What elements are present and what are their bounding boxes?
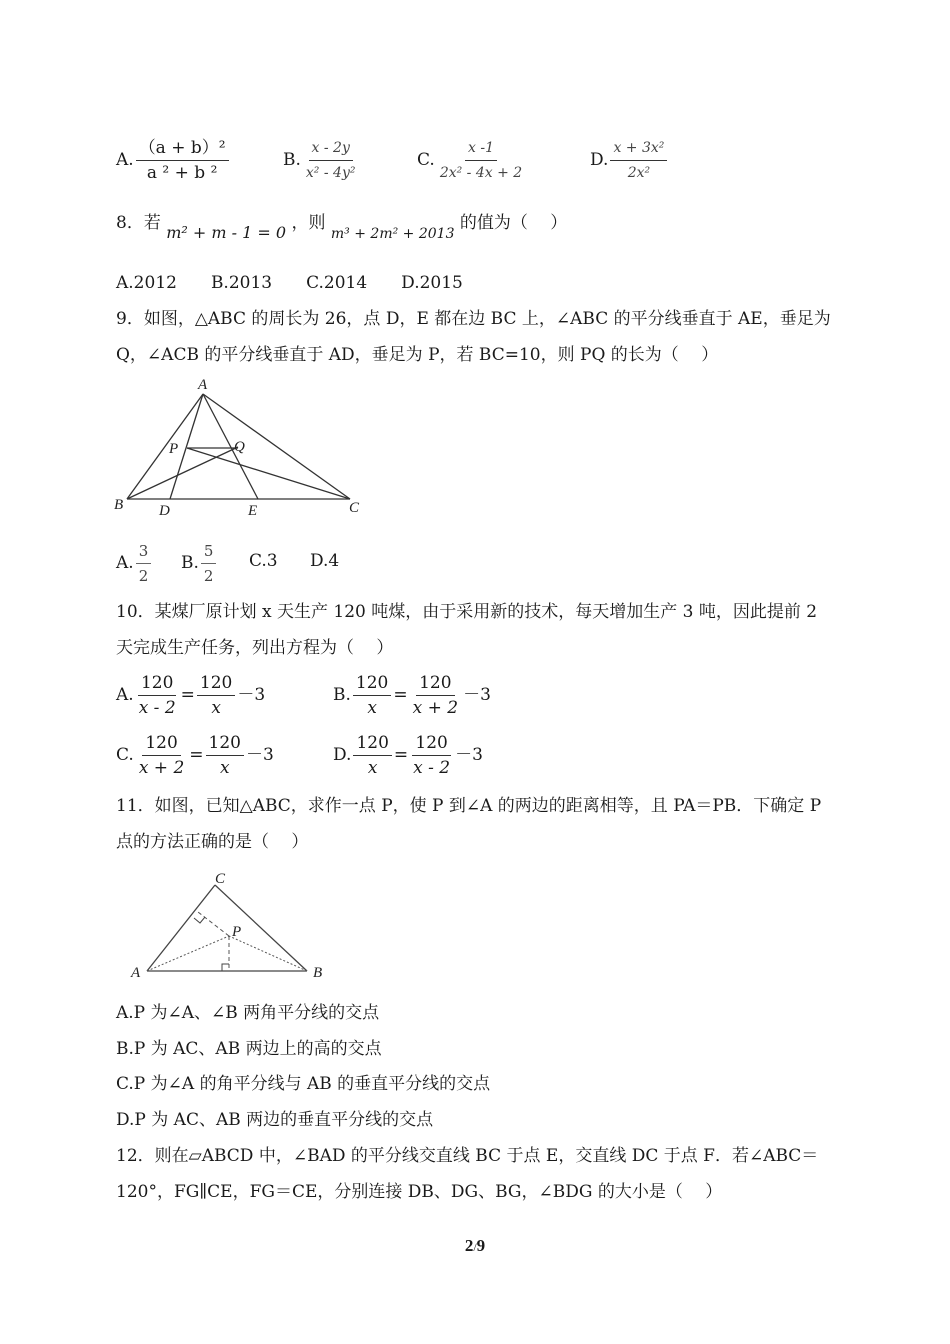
tail-term: －3 [245, 745, 274, 765]
denominator: x [219, 758, 230, 778]
numerator: 3 [138, 542, 149, 560]
option-label: B. [181, 553, 199, 573]
page-number [0, 1236, 950, 1256]
numerator: 120 [142, 733, 180, 756]
q8-stem [116, 212, 568, 242]
label-e: E [248, 503, 258, 519]
label-d: D [159, 503, 170, 519]
label-p: P [169, 441, 179, 457]
q11-triangle-figure [125, 868, 335, 988]
segment-ae [203, 394, 258, 499]
fraction-right [410, 673, 461, 718]
q8-options: A.2012 B.2013 C.2014 D.2015 [116, 273, 463, 293]
q11-option-a: A.P 为∠A、∠B 两角平分线的交点 [116, 1003, 380, 1023]
denominator: a ² + b ² [146, 163, 218, 183]
q11-option-d: D.P 为 AC、AB 两边的垂直平分线的交点 [116, 1110, 434, 1130]
denominator: x [367, 758, 378, 778]
numerator: 120 [412, 733, 450, 756]
fraction [610, 138, 667, 183]
label-a: A [198, 377, 208, 393]
denominator: 2x² [627, 165, 651, 181]
q9-option-b [181, 541, 218, 586]
tail-term: －3 [237, 685, 266, 705]
equals-sign: = [180, 685, 195, 705]
option-label: C. [116, 745, 134, 765]
option-label: A. [116, 150, 134, 170]
perpendicular-to-ac [198, 912, 229, 936]
page-separator: / [473, 1240, 477, 1254]
bisector-bq [127, 447, 238, 499]
fraction-right [206, 733, 244, 778]
denominator: 2 [201, 563, 217, 586]
denominator: x [367, 698, 377, 718]
q7-option-a [116, 138, 231, 183]
q9-stem-line2: Q，∠ACB 的平分线垂直于 AD，垂足为 P，若 BC=10，则 PQ 的长为（ ） [116, 345, 719, 365]
q7-option-d [590, 138, 669, 183]
fraction [201, 541, 217, 586]
q11-stem-line1: 11．如图，已知△ABC，求作一点 P，使 P 到∠A 的两边的距离相等，且 PA＝PB．下确定 P [116, 796, 822, 816]
q9-stem-line1: 9．如图，△ABC 的周长为 26，点 D，E 都在边 BC 上，∠ABC 的平分线垂直于 AE，垂足为 [116, 309, 831, 329]
equals-sign: = [393, 685, 408, 705]
right-angle-mark-ab [222, 964, 229, 971]
numerator: 120 [353, 673, 391, 696]
option-label: C. [417, 150, 435, 170]
denominator: x - 2 [413, 758, 451, 778]
label-c: C [349, 500, 360, 516]
numerator: 120 [416, 673, 454, 696]
fraction-left [136, 673, 179, 718]
side-ac [147, 885, 215, 971]
option-label: A. [116, 685, 134, 705]
q11-option-c: C.P 为∠A 的角平分线与 AB 的垂直平分线的交点 [116, 1074, 491, 1094]
q11-option-b: B.P 为 AC、AB 两边上的高的交点 [116, 1039, 382, 1059]
denominator: 2x² - 4x + 2 [439, 165, 523, 181]
side-ac [203, 394, 350, 499]
q8-prefix: 8．若 [116, 213, 161, 233]
option-label: D. [333, 745, 352, 765]
fraction [136, 138, 229, 183]
label-c: C [215, 871, 226, 887]
fraction-left [136, 733, 187, 778]
numerator: x -1 [465, 138, 497, 161]
label-b: B [313, 965, 323, 981]
numerator: x + 3x² [610, 138, 667, 161]
q12-stem-line2: 120°，FG∥CE，FG＝CE，分别连接 DB、DG、BG，∠BDG 的大小是（ ） [116, 1182, 723, 1202]
denominator: x + 2 [138, 758, 185, 778]
tail-term: －3 [463, 685, 491, 705]
denominator: 2 [136, 563, 152, 586]
option-label: B. [333, 685, 351, 705]
side-ab [127, 394, 203, 499]
numerator: 120 [197, 673, 235, 696]
numerator: 5 [203, 542, 214, 560]
option-label: B. [283, 150, 301, 170]
q7-option-b [283, 138, 360, 183]
tail-term: －3 [455, 745, 483, 765]
q8-middle: ，则 [291, 213, 326, 233]
q7-option-c [417, 138, 527, 183]
segment-pb [229, 936, 307, 971]
q11-stem-line2: 点的方法正确的是（ ） [116, 832, 309, 852]
q8-suffix: 的值为（ ） [459, 213, 568, 233]
fraction-right [197, 673, 235, 718]
fraction-left [353, 673, 391, 718]
page-total: 9 [476, 1236, 486, 1255]
numerator: x - 2y [309, 138, 353, 161]
segment-pa [147, 936, 229, 971]
fraction-left [353, 733, 391, 778]
fraction [303, 138, 359, 183]
q8-expression: m³ + 2m² + 2013 [330, 226, 455, 242]
bisector-cp [187, 448, 350, 499]
fraction [136, 541, 152, 586]
page-current: 2 [464, 1236, 474, 1255]
q9-option-a [116, 541, 153, 586]
q10-stem-line2: 天完成生产任务，列出方程为（ ） [116, 638, 394, 658]
denominator: x + 2 [412, 698, 459, 718]
q9-option-c: C.3 [249, 551, 278, 571]
label-a: A [131, 965, 141, 981]
option-label: D. [590, 150, 609, 170]
q9-triangle-figure [110, 372, 370, 522]
denominator: x [211, 698, 221, 718]
option-label: A. [116, 553, 134, 573]
label-p: P [232, 924, 242, 940]
numerator: 120 [353, 733, 391, 756]
denominator: x² - 4y² [305, 165, 356, 181]
denominator: x - 2 [138, 698, 176, 718]
right-angle-mark-ac [194, 917, 205, 923]
fraction [437, 138, 525, 183]
equals-sign: = [189, 745, 204, 765]
numerator: （a + b）² [136, 138, 229, 161]
numerator: 120 [206, 733, 244, 756]
label-q: Q [234, 439, 245, 455]
q10-option-c [116, 733, 274, 778]
numerator: 120 [138, 673, 176, 696]
label-b: B [114, 497, 124, 513]
q9-option-d: D.4 [310, 551, 340, 571]
q12-stem-line1: 12．则在▱ABCD 中，∠BAD 的平分线交直线 BC 于点 E，交直线 DC 于点 F．若∠ABC＝ [116, 1146, 819, 1166]
q10-stem-line1: 10．某煤厂原计划 x 天生产 120 吨煤，由于采用新的技术，每天增加生产 3 吨，因此提前 2 [116, 602, 818, 622]
q10-option-d [333, 733, 483, 778]
equals-sign: = [393, 745, 409, 765]
q8-equation: m² + m - 1 = 0 [166, 223, 287, 242]
q10-option-a [116, 673, 265, 718]
fraction-right [410, 733, 453, 778]
q10-option-b [333, 673, 491, 718]
